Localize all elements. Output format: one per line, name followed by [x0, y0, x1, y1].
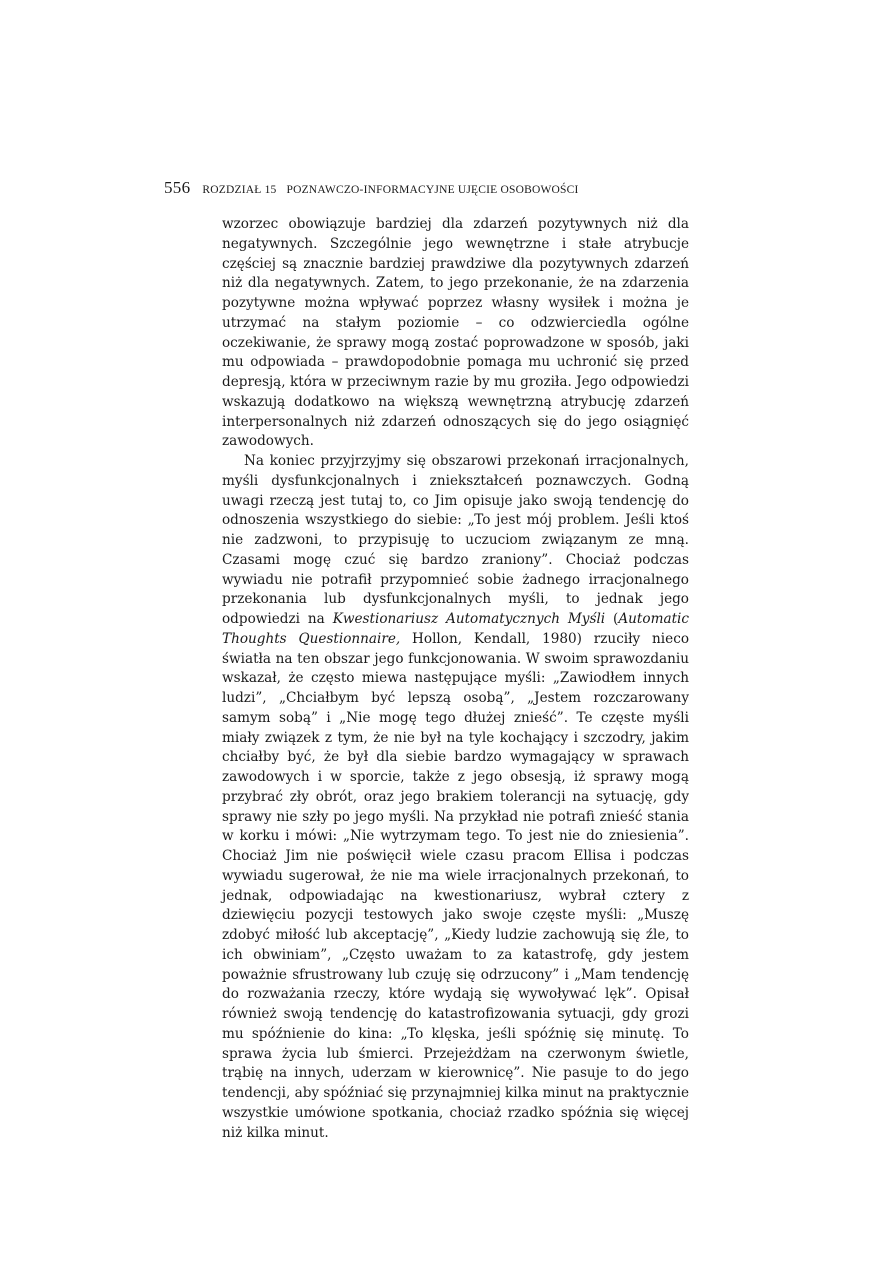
paragraph-1: wzorzec obowiązuje bardziej dla zdarzeń pozytywnych niż dla negatywnych. Szczególnie jego wewnętrzne i stałe atrybucje częściej są znacznie bardziej prawdziwe dla pozytywnych zdarzeń niż dla negatywnych. Zatem, to jego przekonanie, że na zdarzenia pozytywne można wpływać poprzez własny wysiłek i można je utrzymać na stałym poziomie – co odzwierciedla ogólne oczekiwanie, że sprawy mogą zostać poprowadzone w sposób, jaki mu odpowiada – prawdopodobnie pomaga mu uchronić się przed depresją, która w przeciwnym razie by mu groziła. Jego odpowiedzi wskazują dodatkowo na większą wewnętrzną atrybucję zdarzeń interpersonalnych niż zdarzeń odnoszących się do jego osiągnięć zawodowych.: [222, 216, 689, 450]
body-text: [222, 215, 689, 1143]
paragraph-2-text-b: (: [605, 611, 619, 627]
chapter-title: POZNAWCZO-INFORMACYJNE UJĘCIE OSOBOWOŚCI: [286, 184, 579, 196]
questionnaire-title-english: Automatic Thoughts Questionnaire,: [222, 611, 689, 647]
running-head: [164, 178, 704, 198]
paragraph-2-text-c: Hollon, Kendall, 1980) rzuciły nieco światła na ten obszar jego funkcjonowania. W swoim sprawozdaniu wskazał, że często miewa następujące myśli: „Zawiodłem innych ludzi”, „Chciałbym być lepszą osobą”, „Jestem rozczarowany samym sobą” i „Nie mogę tego dłużej znieść”. Te częste myśli miały związek z tym, że nie był na tyle kochający i szczodry, jakim chciałby być, że był dla siebie bardzo wymagający w sprawach zawodowych i w sporcie, także z jego obsesją, iż sprawy mogą przybrać zły obrót, oraz jego brakiem tolerancji na sytuację, gdy sprawy nie szły po jego myśli. Na przykład nie potrafi znieść stania w korku i mówi: „Nie wytrzymam tego. To jest nie do zniesienia”. Chociaż Jim nie poświęcił wiele czasu pracom Ellisa i podczas wywiadu sugerował, że nie ma wiele irracjonalnych przekonań, to jednak, odpowiadając na kwestionariusz, wybrał cztery z dziewięciu pozycji testowych jako swoje częste myśli: „Muszę zdobyć miłość lub akceptację”, „Kiedy ludzie zachowują się źle, to ich obwiniam”, „Często uważam to za katastrofę, gdy jestem poważnie sfrustrowany lub czuję się odrzucony” i „Mam tendencję do rozważania rzeczy, które wydają się wywoływać lęk”. Opisał również swoją tendencję do katastrofizowania sytuacji, gdy grozi mu spóźnienie do kina: „To klęska, jeśli spóźnię się minutę. To sprawa życia lub śmierci. Przejeżdżam na czerwonym świetle, trąbię na innych, uderzam w kierownicę”. Nie pasuje to do jego tendencji, aby spóźniać się przynajmniej kilka minut na praktycznie wszystkie umówione spotkania, chociaż rzadko spóźnia się więcej niż kilka minut.: [222, 630, 689, 1141]
paragraph-2: [222, 452, 689, 1143]
chapter-label: ROZDZIAŁ 15: [202, 184, 277, 196]
questionnaire-title-polish: Kwestionariusz Automatycznych Myśli: [332, 611, 606, 627]
page-number: 556: [164, 178, 191, 197]
paragraph-2-text-a: Na koniec przyjrzyjmy się obszarowi przekonań irracjonalnych, myśli dysfunkcjonalnych i zniekształceń poznawczych. Godną uwagi rzeczą jest tutaj to, co Jim opisuje jako swoją tendencję do odnoszenia wszystkiego do siebie: „To jest mój problem. Jeśli ktoś nie zadzwoni, to przypisuję to uczuciom związanym ze mną. Czasami mogę czuć się bardzo zraniony”. Chociaż podczas wywiadu nie potrafił przypomnieć sobie żadnego irracjonalnego przekonania lub dysfunkcjonalnych myśli, to jednak jego odpowiedzi na: [222, 453, 689, 627]
